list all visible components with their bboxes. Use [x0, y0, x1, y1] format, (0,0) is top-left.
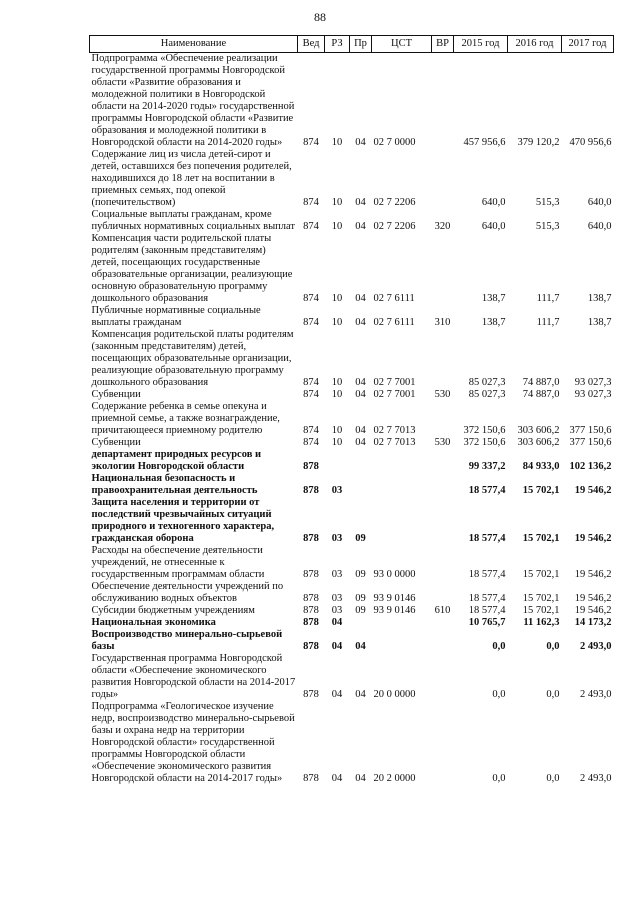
row-value-2015: 18 577,4	[468, 533, 506, 544]
row-name: Национальная безопасность и правоохранительная деятельность	[91, 473, 258, 496]
row-value-2016: 15 702,1	[522, 593, 560, 604]
row-value-2015: 640,0	[481, 221, 506, 232]
table-row	[90, 149, 614, 209]
row-vr: 610	[434, 605, 451, 616]
row-name: Компенсация части родительской платы родителям (законным представителям) детей, посещающих государственные образовательные организации, реализующие основную образовательную программу дошкольного образования	[91, 233, 293, 304]
row-value-2017: 19 546,2	[574, 593, 612, 604]
row-pr: 09	[355, 569, 366, 580]
row-rz: 03	[331, 533, 343, 544]
row-vr	[432, 449, 454, 473]
row-vr	[432, 629, 454, 653]
row-cst: 93 9 0146	[373, 605, 416, 616]
column-header-ved: Вед	[298, 36, 325, 53]
row-ved: 874	[303, 389, 319, 400]
row-ved: 878	[303, 617, 319, 628]
row-rz: 10	[331, 137, 343, 148]
row-value-2015: 10 765,7	[468, 617, 506, 628]
row-vr	[432, 701, 454, 785]
row-rz: 10	[331, 437, 343, 448]
row-value-2016: 84 933,0	[522, 461, 560, 472]
row-value-2015: 85 027,3	[468, 389, 506, 400]
row-pr: 04	[355, 317, 366, 328]
row-cst	[372, 629, 432, 653]
row-rz: 03	[331, 569, 343, 580]
column-header-2015: 2015 год	[454, 36, 508, 53]
row-value-2016: 0,0	[546, 773, 560, 784]
row-value-2015: 0,0	[492, 641, 506, 652]
row-value-2015: 372 150,6	[463, 425, 506, 436]
row-rz: 10	[331, 221, 343, 232]
row-rz: 10	[331, 377, 343, 388]
row-vr	[432, 497, 454, 545]
row-name: Подпрограмма «Геологическое изучение недр, воспроизводство минерально-сырьевой базы и охрана недр на территории Новгородской области» государственной программы Новгородской области «Обеспечение экономического развития Новгородской области на 2014-2017 годы»	[91, 701, 295, 784]
row-name: Национальная экономика	[91, 617, 216, 628]
row-ved: 878	[303, 641, 319, 652]
row-pr	[350, 449, 372, 473]
row-rz: 04	[331, 617, 343, 628]
row-value-2017: 102 136,2	[569, 461, 612, 472]
row-cst: 20 2 0000	[373, 773, 416, 784]
row-value-2015: 372 150,6	[463, 437, 506, 448]
row-pr: 04	[355, 293, 366, 304]
row-cst	[372, 449, 432, 473]
row-value-2015: 18 577,4	[468, 569, 506, 580]
row-name: Компенсация родительской платы родителям (законным представителям) детей, посещающих образовательные организации, реализующие образовательную программу дошкольного образования	[91, 329, 294, 388]
row-value-2017: 19 546,2	[574, 533, 612, 544]
row-value-2017: 93 027,3	[574, 389, 612, 400]
row-pr	[350, 617, 372, 629]
row-value-2016: 379 120,2	[517, 137, 560, 148]
row-value-2016: 15 702,1	[522, 605, 560, 616]
row-ved: 874	[303, 377, 319, 388]
column-header-cst: ЦСТ	[372, 36, 432, 53]
row-value-2016: 515,3	[535, 221, 560, 232]
row-name: Воспроизводство минерально-сырьевой базы	[91, 629, 283, 652]
row-value-2017: 377 150,6	[569, 437, 612, 448]
table-row	[90, 653, 614, 701]
row-name: Обеспечение деятельности учреждений по обслуживанию водных объектов	[91, 581, 284, 604]
row-name: Социальные выплаты гражданам, кроме публичных нормативных социальных выплат	[91, 209, 295, 232]
row-cst: 02 7 6111	[373, 293, 415, 304]
row-value-2017: 19 546,2	[574, 485, 612, 496]
row-cst: 93 0 0000	[373, 569, 416, 580]
row-value-2017: 138,7	[587, 317, 612, 328]
table-row	[90, 53, 614, 150]
row-name: Субвенции	[91, 389, 141, 400]
row-rz: 04	[331, 773, 343, 784]
row-vr	[432, 401, 454, 437]
row-value-2015: 85 027,3	[468, 377, 506, 388]
row-ved: 878	[303, 461, 319, 472]
row-value-2015: 18 577,4	[468, 593, 506, 604]
row-rz: 04	[331, 689, 343, 700]
row-vr: 530	[434, 389, 451, 400]
row-ved: 878	[303, 773, 319, 784]
row-value-2016: 11 162,3	[523, 617, 560, 628]
row-cst: 02 7 6111	[373, 317, 415, 328]
row-cst: 20 0 0000	[373, 689, 416, 700]
table-row	[90, 701, 614, 785]
row-cst: 02 7 2206	[373, 197, 416, 208]
row-value-2015: 18 577,4	[468, 485, 506, 496]
row-ved: 878	[303, 569, 319, 580]
row-cst: 02 7 7001	[373, 389, 416, 400]
table-row	[90, 437, 614, 449]
row-cst: 02 7 7013	[373, 437, 416, 448]
row-pr: 09	[355, 533, 366, 544]
row-name: Содержание лиц из числа детей-сирот и детей, оставшихся без попечения родителей, находившихся до 18 лет на воспитании в приемных семьях, под опекой (попечительством)	[91, 149, 292, 208]
row-vr	[432, 653, 454, 701]
row-value-2016: 15 702,1	[522, 485, 560, 496]
row-ved: 874	[303, 317, 319, 328]
row-value-2015: 0,0	[492, 773, 506, 784]
row-value-2017: 640,0	[587, 197, 612, 208]
row-pr: 04	[355, 425, 366, 436]
table-row	[90, 473, 614, 497]
row-pr: 09	[355, 605, 366, 616]
row-vr	[432, 149, 454, 209]
row-value-2016: 15 702,1	[522, 533, 560, 544]
column-header-rz: РЗ	[325, 36, 350, 53]
row-ved: 878	[303, 533, 319, 544]
row-value-2015: 138,7	[481, 293, 506, 304]
row-rz: 04	[331, 641, 343, 652]
table-row	[90, 305, 614, 329]
row-value-2016: 111,7	[536, 317, 560, 328]
row-value-2015: 99 337,2	[468, 461, 506, 472]
row-value-2017: 93 027,3	[574, 377, 612, 388]
row-pr: 04	[355, 137, 366, 148]
row-cst	[372, 473, 432, 497]
table-row	[90, 449, 614, 473]
row-value-2016: 15 702,1	[522, 569, 560, 580]
row-cst: 02 7 0000	[373, 137, 416, 148]
row-rz: 03	[331, 593, 343, 604]
table-row	[90, 617, 614, 629]
row-rz: 10	[331, 293, 343, 304]
row-vr: 530	[434, 437, 451, 448]
row-cst: 02 7 2206	[373, 221, 416, 232]
row-value-2016: 0,0	[546, 689, 560, 700]
row-name: Расходы на обеспечение деятельности учреждений, не отнесенные к государственным программам области	[91, 545, 265, 580]
row-vr	[432, 473, 454, 497]
row-vr	[432, 581, 454, 605]
table-row	[90, 581, 614, 605]
column-header-name: Наименование	[90, 36, 298, 53]
column-header-vr: ВР	[432, 36, 454, 53]
row-value-2016: 515,3	[535, 197, 560, 208]
table-row	[90, 233, 614, 305]
row-cst: 02 7 7001	[373, 377, 416, 388]
row-value-2017: 138,7	[587, 293, 612, 304]
table-row	[90, 209, 614, 233]
row-vr	[432, 617, 454, 629]
row-pr: 04	[355, 197, 366, 208]
row-cst: 02 7 7013	[373, 425, 416, 436]
page-number: 88	[314, 10, 326, 24]
row-value-2017: 14 173,2	[574, 617, 612, 628]
row-name: Подпрограмма «Обеспечение реализации государственной программы Новгородской области «Развитие образования и молодежной политики в Новгородской области на 2014-2020 годы» государственной программы Новгородской области «Развитие образования и молодежной политики в Новгородской области на 2014-2020 годы»	[91, 53, 295, 148]
row-value-2015: 457 956,6	[463, 137, 506, 148]
column-header-pr: Пр	[350, 36, 372, 53]
row-pr: 04	[355, 221, 366, 232]
row-rz: 10	[331, 389, 343, 400]
row-value-2017: 470 956,6	[569, 137, 612, 148]
row-value-2017: 377 150,6	[569, 425, 612, 436]
row-value-2015: 18 577,4	[468, 605, 506, 616]
row-name: Субсидии бюджетным учреждениям	[91, 605, 255, 616]
row-value-2017: 640,0	[587, 221, 612, 232]
row-ved: 878	[303, 593, 319, 604]
row-pr: 04	[355, 377, 366, 388]
row-name: Содержание ребенка в семье опекуна и приемной семье, а также вознаграждение, причитающееся приемному родителю	[91, 401, 280, 436]
row-pr: 04	[355, 641, 366, 652]
row-rz	[325, 449, 350, 473]
table-row	[90, 545, 614, 581]
table-row	[90, 497, 614, 545]
row-value-2015: 0,0	[492, 689, 506, 700]
row-value-2016: 74 887,0	[522, 389, 560, 400]
row-ved: 874	[303, 293, 319, 304]
table-row	[90, 605, 614, 617]
row-vr	[432, 545, 454, 581]
row-value-2015: 640,0	[481, 197, 506, 208]
row-ved: 878	[303, 485, 319, 496]
row-cst: 93 9 0146	[373, 593, 416, 604]
row-value-2016: 303 606,2	[517, 425, 560, 436]
row-value-2017: 2 493,0	[580, 689, 612, 700]
row-pr: 09	[355, 593, 366, 604]
row-pr: 04	[355, 689, 366, 700]
column-header-2016: 2016 год	[508, 36, 562, 53]
row-value-2017: 2 493,0	[580, 773, 612, 784]
row-pr: 04	[355, 437, 366, 448]
table-row	[90, 401, 614, 437]
row-rz: 10	[331, 425, 343, 436]
row-value-2016: 0,0	[546, 641, 560, 652]
row-value-2017: 2 493,0	[580, 641, 612, 652]
row-ved: 878	[303, 689, 319, 700]
row-cst	[372, 497, 432, 545]
row-value-2016: 303 606,2	[517, 437, 560, 448]
row-value-2017: 19 546,2	[574, 569, 612, 580]
row-name: Защита населения и территории от последствий чрезвычайных ситуаций природного и техногенного характера, гражданская оборона	[91, 497, 275, 544]
row-name: департамент природных ресурсов и экологии Новгородской области	[91, 449, 262, 472]
row-value-2015: 138,7	[481, 317, 506, 328]
table-row	[90, 389, 614, 401]
table-row	[90, 629, 614, 653]
row-rz: 10	[331, 317, 343, 328]
row-ved: 874	[303, 437, 319, 448]
row-cst	[372, 617, 432, 629]
row-rz: 03	[331, 605, 343, 616]
column-header-2017: 2017 год	[562, 36, 614, 53]
row-pr: 04	[355, 773, 366, 784]
row-value-2016: 111,7	[536, 293, 560, 304]
row-pr	[350, 473, 372, 497]
row-ved: 874	[303, 197, 319, 208]
row-ved: 874	[303, 137, 319, 148]
row-vr	[432, 53, 454, 150]
table-body	[90, 53, 614, 786]
table-row	[90, 329, 614, 389]
row-ved: 874	[303, 425, 319, 436]
row-vr: 320	[434, 221, 451, 232]
row-rz: 03	[331, 485, 343, 496]
row-name: Государственная программа Новгородской области «Обеспечение экономического развития Новгородской области на 2014-2017 годы»	[91, 653, 296, 700]
row-name: Субвенции	[91, 437, 141, 448]
row-ved: 874	[303, 221, 319, 232]
row-ved: 878	[303, 605, 319, 616]
table-header-row	[90, 36, 614, 53]
budget-table	[89, 35, 614, 785]
row-value-2016: 74 887,0	[522, 377, 560, 388]
row-vr	[432, 329, 454, 389]
row-name: Публичные нормативные социальные выплаты гражданам	[91, 305, 261, 328]
row-value-2017: 19 546,2	[574, 605, 612, 616]
row-rz: 10	[331, 197, 343, 208]
row-pr: 04	[355, 389, 366, 400]
row-vr	[432, 233, 454, 305]
row-vr: 310	[434, 317, 451, 328]
